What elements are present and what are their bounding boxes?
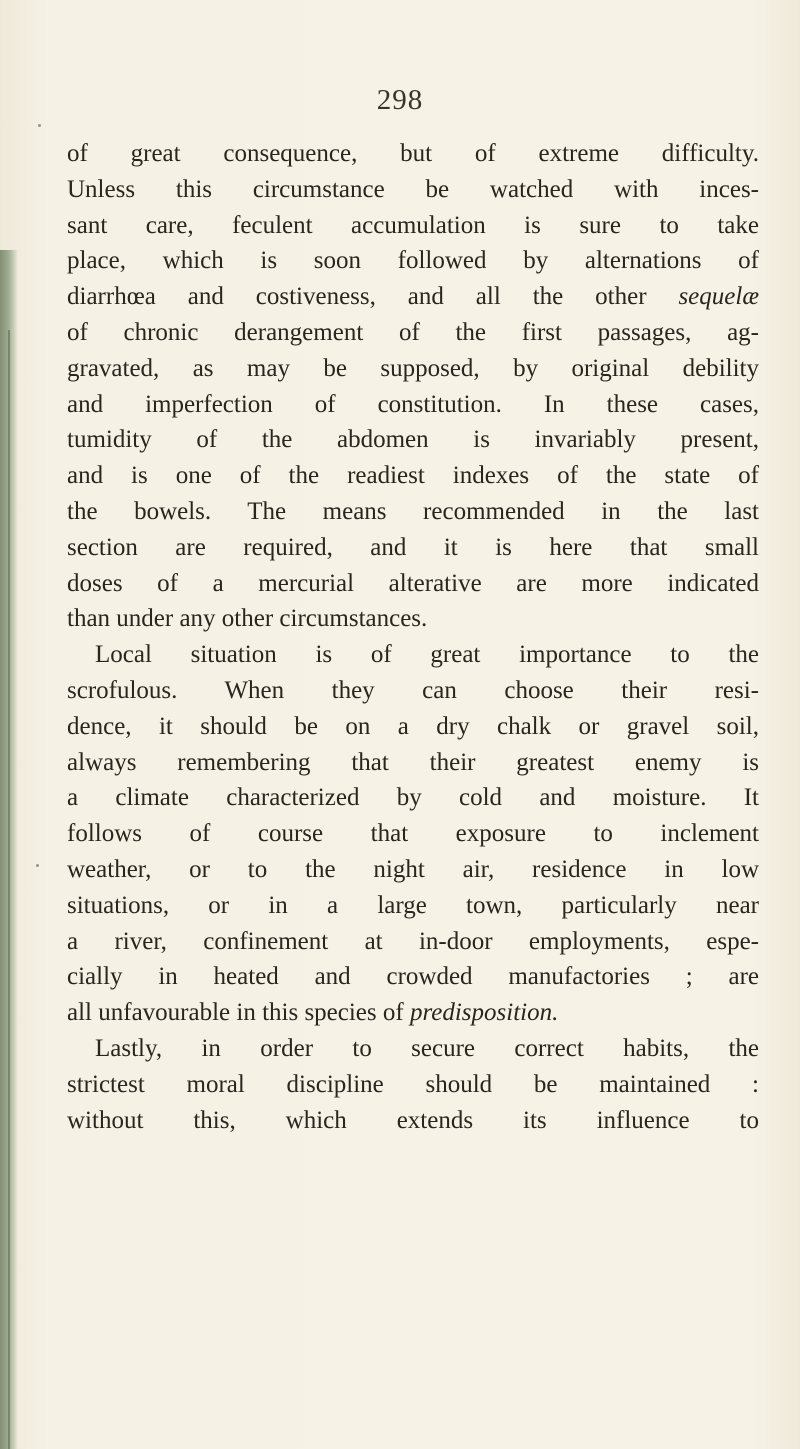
text-line	[67, 888, 759, 924]
text-line-roman: of chronic derangement of the first passages, ag-	[67, 318, 759, 346]
paper-speck	[38, 124, 41, 127]
page-gutter-line	[8, 330, 10, 1449]
text-line	[67, 959, 759, 995]
text-line	[67, 673, 759, 709]
text-line-roman: a river, confinement at in-door employments, espe-	[67, 927, 759, 955]
text-line	[67, 852, 759, 888]
text-line	[67, 816, 759, 852]
text-line	[67, 422, 759, 458]
text-line-roman: dence, it should be on a dry chalk or gravel soil,	[67, 712, 759, 740]
text-line	[67, 924, 759, 960]
text-line-italic: sequelæ	[678, 283, 759, 311]
text-line-roman: weather, or to the night air, residence in low	[67, 855, 759, 883]
text-line-roman: follows of course that exposure to inclement	[67, 820, 759, 848]
page-number: 298	[376, 84, 424, 116]
text-line	[67, 1031, 759, 1067]
text-line-roman: the bowels. The means recommended in the last	[67, 497, 759, 525]
text-line	[67, 709, 759, 745]
text-line-roman: Local situation is of great importance to the	[95, 641, 759, 669]
text-line-roman: without this, which extends its influence to	[67, 1106, 759, 1134]
text-line-roman: gravated, as may be supposed, by original debility	[67, 354, 759, 382]
text-line	[67, 1067, 759, 1103]
text-line	[67, 208, 759, 244]
text-line	[67, 530, 759, 566]
text-line	[67, 279, 759, 315]
text-line-roman: diarrhœa and costiveness, and all the other	[67, 283, 679, 311]
text-line-roman: doses of a mercurial alterative are more indicated	[67, 569, 759, 597]
text-line-roman: than under any other circumstances.	[67, 605, 428, 633]
text-line-roman: and is one of the readiest indexes of the state of	[67, 462, 759, 490]
text-line	[67, 458, 759, 494]
text-line-roman: strictest moral discipline should be maintained :	[67, 1070, 759, 1098]
text-line-roman: Lastly, in order to secure correct habits, the	[95, 1034, 759, 1062]
text-line-roman: situations, or in a large town, particularly near	[67, 891, 759, 919]
text-line	[67, 601, 759, 637]
text-line	[67, 566, 759, 602]
text-line-roman: place, which is soon followed by alternations of	[67, 247, 759, 275]
text-line	[67, 780, 759, 816]
text-line	[67, 387, 759, 423]
text-line-roman: all unfavourable in this species of	[67, 999, 410, 1027]
text-line	[67, 995, 759, 1031]
text-line-roman: sant care, feculent accumulation is sure to take	[67, 211, 759, 239]
body-text	[67, 136, 759, 1138]
paper-speck	[36, 864, 39, 867]
text-line-roman: cially in heated and crowded manufactories ; are	[67, 963, 759, 991]
text-line-roman: and imperfection of constitution. In these cases,	[67, 390, 759, 418]
text-line	[67, 315, 759, 351]
text-line	[67, 136, 759, 172]
text-line	[67, 494, 759, 530]
text-line	[67, 351, 759, 387]
text-line-roman: always remembering that their greatest enemy is	[67, 748, 759, 776]
text-line-roman: section are required, and it is here that small	[67, 533, 759, 561]
text-line	[67, 172, 759, 208]
text-line-roman: a climate characterized by cold and moisture. It	[67, 784, 759, 812]
text-line	[67, 745, 759, 781]
text-line-roman: scrofulous. When they can choose their resi-	[67, 676, 759, 704]
text-line	[67, 243, 759, 279]
text-line	[67, 637, 759, 673]
text-line-italic: predisposition.	[409, 999, 559, 1027]
text-line-roman: Unless this circumstance be watched with inces-	[67, 175, 759, 203]
text-line-roman: of great consequence, but of extreme difficulty.	[67, 140, 759, 167]
text-line	[67, 1103, 759, 1139]
text-line-roman: tumidity of the abdomen is invariably present,	[67, 426, 759, 454]
